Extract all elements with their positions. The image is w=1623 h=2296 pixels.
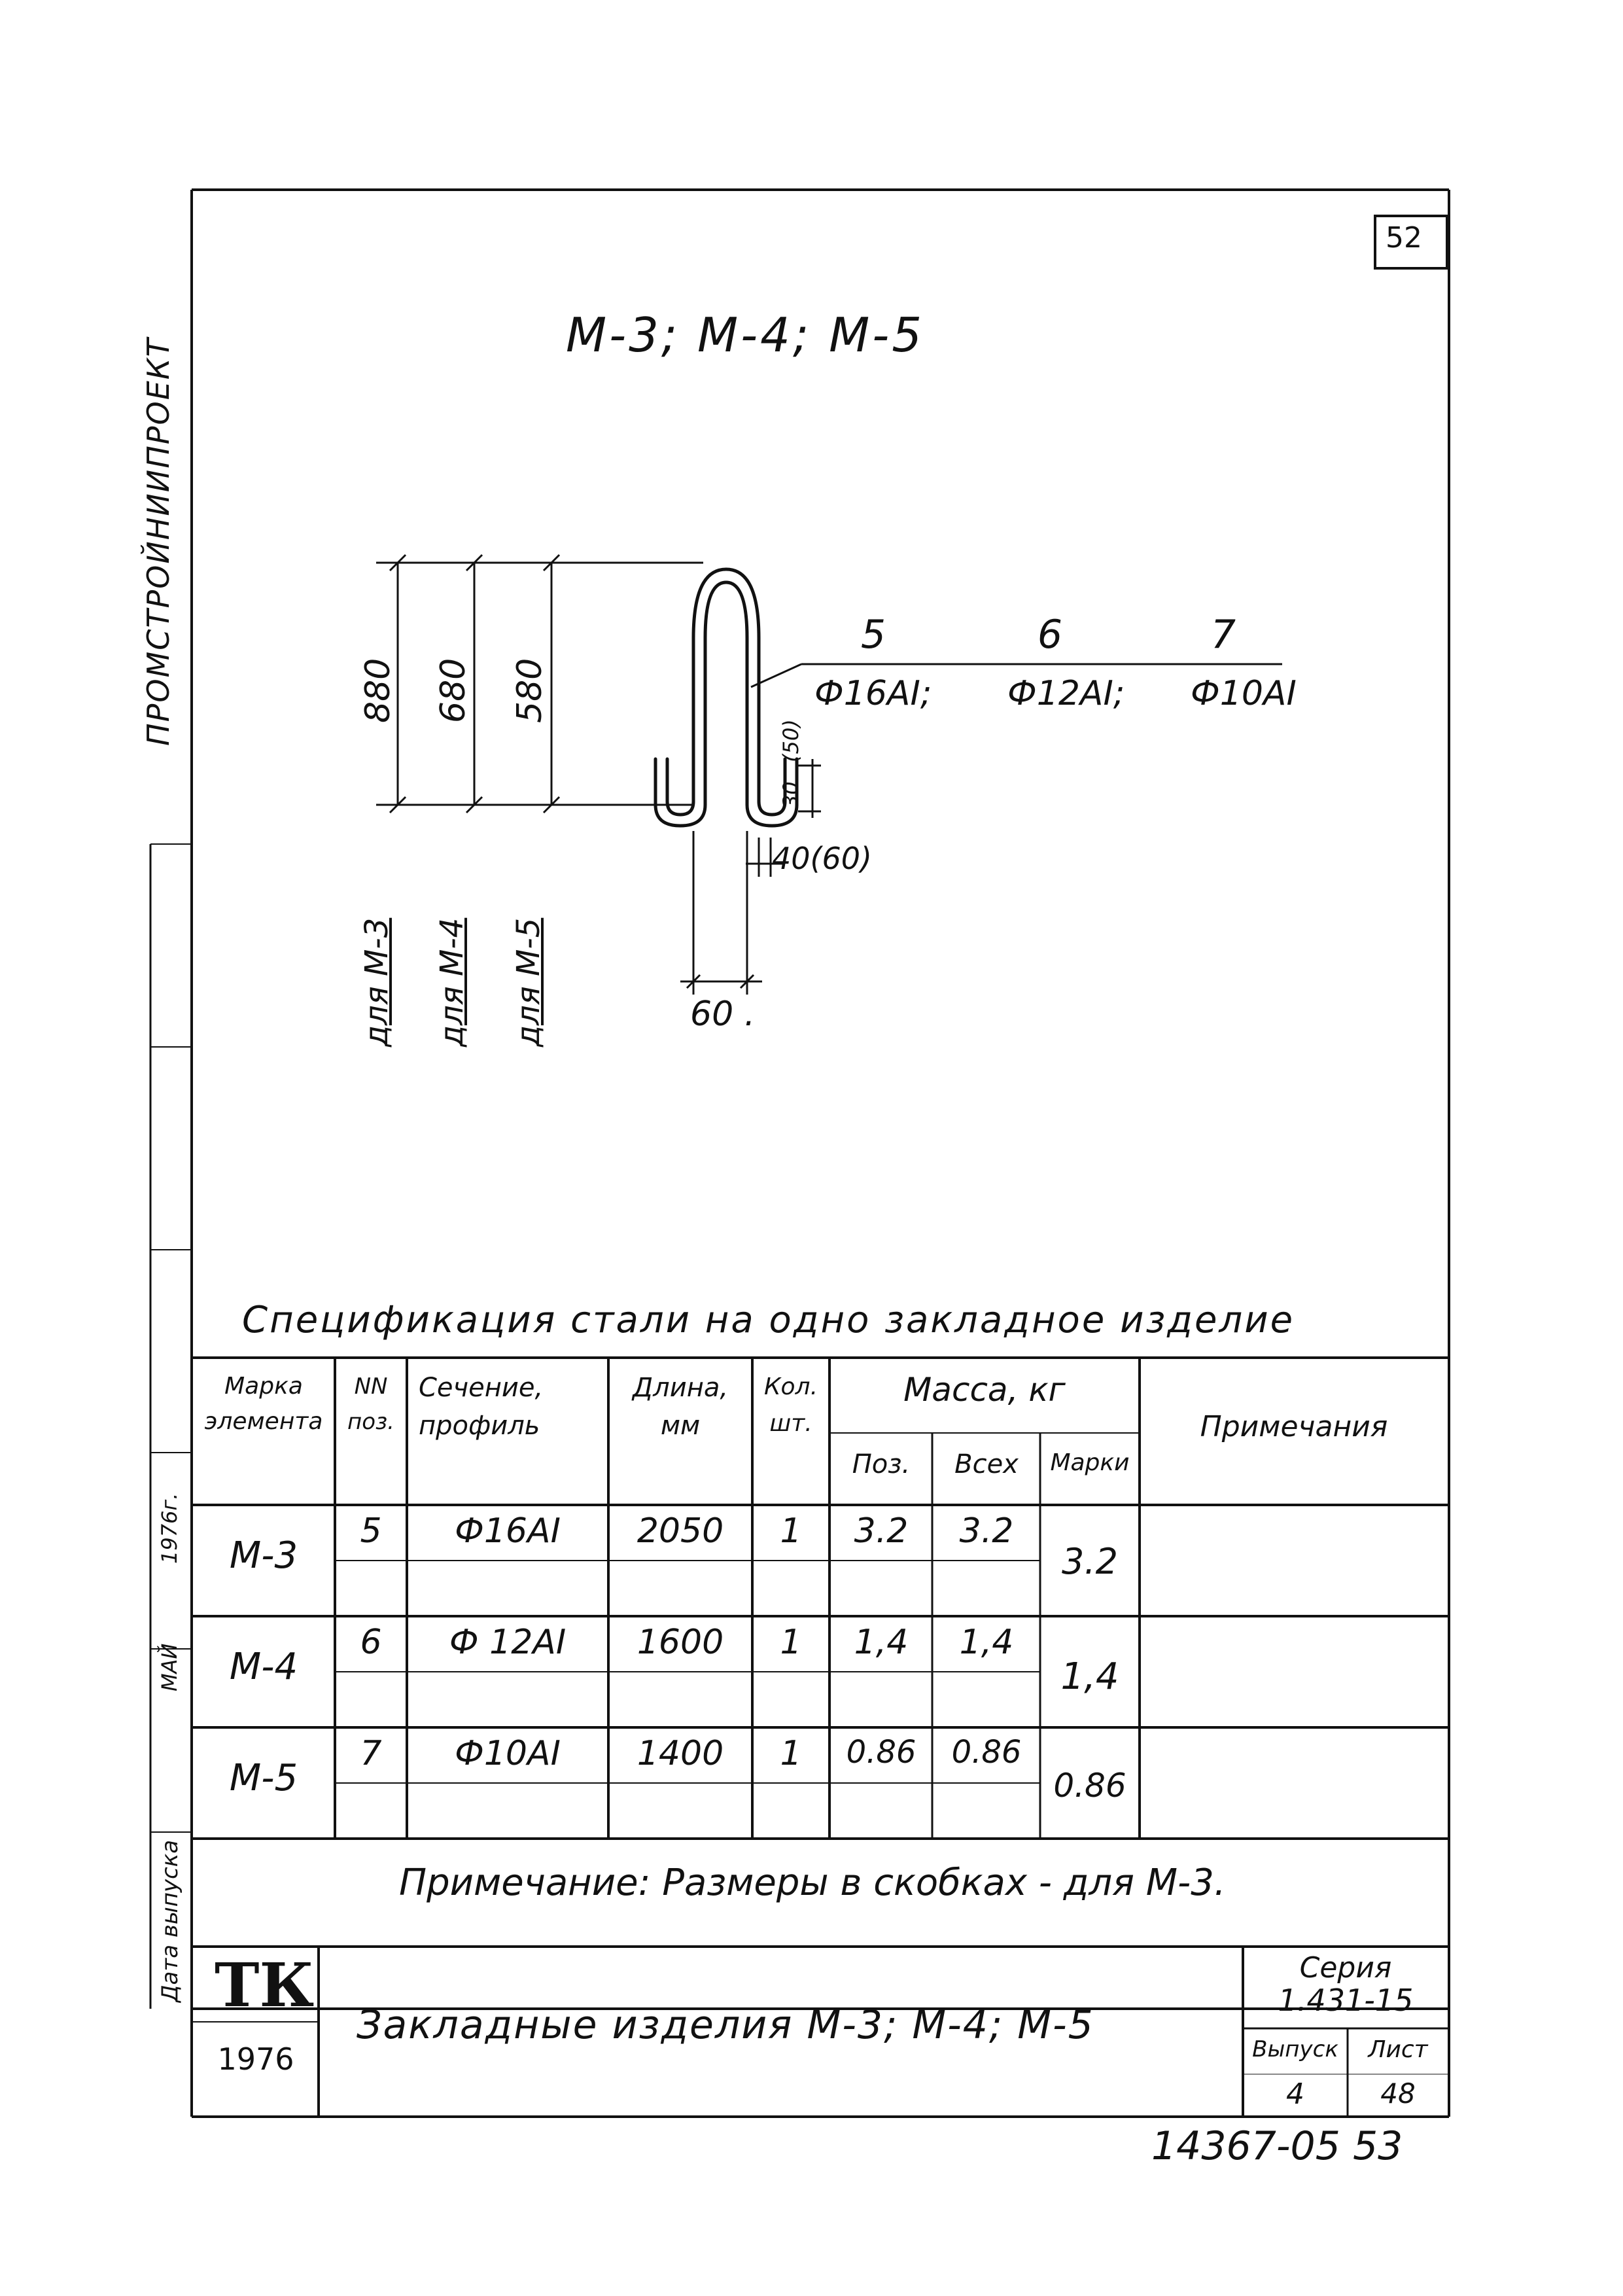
profile-5: Ф16АI; [814, 674, 932, 713]
header-notes: Примечания [1200, 1410, 1388, 1443]
dim-580: 580 [510, 658, 550, 723]
row-m3-mass-mark: 3.2 [1062, 1541, 1118, 1582]
header-mass: Масса, кг [903, 1371, 1066, 1409]
row-m3-mark: М-3 [229, 1534, 298, 1577]
for-m3-label: для М-3 [358, 917, 395, 1047]
series-label: Серия [1299, 1951, 1392, 1985]
issue-label: Выпуск [1252, 2036, 1338, 2062]
row-m3-section: Ф16АI [455, 1511, 561, 1551]
row-m5-pos: 7 [360, 1734, 382, 1773]
row-m5-mass-mark: 0.86 [1053, 1767, 1126, 1805]
page-number: 52 [1386, 221, 1422, 255]
header-mass-pos: Поз. [852, 1449, 911, 1479]
row-m4-pos: 6 [360, 1623, 382, 1662]
rebar-outline-inner [705, 582, 747, 782]
row-m4-mass-all: 1,4 [959, 1623, 1014, 1662]
tk-logo: ТК [215, 1950, 315, 2021]
header-mark: Марка элемента [204, 1373, 323, 1435]
dim-40-60: 40(60) [772, 841, 872, 876]
row-m3-mass-all: 3.2 [959, 1511, 1014, 1551]
dim-60: 60 . [690, 995, 756, 1034]
profile-6: Ф12АI; [1007, 674, 1125, 713]
row-m4-mass-mark: 1,4 [1060, 1655, 1119, 1698]
spec-note: Примечание: Размеры в скобках - для М-3. [399, 1862, 1226, 1904]
row-m5-section: Ф10АI [455, 1734, 561, 1773]
date-label: Дата выпуска [157, 1839, 183, 2002]
stamp-month: МАЙ [157, 1643, 182, 1691]
row-m5-length: 1400 [637, 1734, 724, 1773]
header-length: Длина, мм [632, 1373, 729, 1441]
org-stamp: ПРОМСТРОЙНИИПРОЕКТ [141, 337, 176, 746]
series-value: 1.431-15 [1278, 1983, 1414, 2018]
dim-880: 880 [358, 658, 398, 723]
row-m3-mass-pos: 3.2 [854, 1511, 909, 1551]
header-qty: Кол. шт. [763, 1373, 818, 1437]
header-pos: NN поз. [347, 1373, 394, 1435]
row-m5-mark: М-5 [229, 1757, 298, 1799]
position-6: 6 [1037, 612, 1063, 658]
row-m4-section: Ф 12АI [449, 1623, 567, 1662]
row-m3-pos: 5 [360, 1511, 382, 1551]
issue-value: 4 [1286, 2077, 1304, 2111]
dim-680: 680 [434, 658, 473, 723]
title-year: 1976 [217, 2041, 294, 2077]
sheet-label: Лист [1368, 2036, 1428, 2063]
row-m4-mark: М-4 [229, 1646, 298, 1688]
row-m5-qty: 1 [780, 1734, 802, 1773]
row-m3-length: 2050 [637, 1511, 724, 1551]
header-section: Сечение, профиль [419, 1373, 544, 1441]
row-m4-mass-pos: 1,4 [854, 1623, 909, 1662]
row-m5-mass-pos: 0.86 [846, 1734, 916, 1771]
bottom-code: 14367-05 53 [1151, 2123, 1403, 2169]
row-m5-mass-all: 0.86 [951, 1734, 1022, 1771]
sheet-value: 48 [1380, 2077, 1416, 2110]
title-name: Закладные изделия М-3; М-4; М-5 [357, 2002, 1094, 2048]
row-m4-length: 1600 [637, 1623, 724, 1662]
profile-7: Ф10АI [1191, 674, 1297, 713]
spec-title: Спецификация стали на одно закладное изделие [242, 1299, 1295, 1341]
position-7: 7 [1210, 612, 1236, 658]
rebar-outline-outer [693, 569, 759, 782]
for-m4-label: для М-4 [434, 917, 470, 1047]
dim-30: 30 [778, 781, 803, 808]
for-m5-label: для М-5 [510, 917, 547, 1047]
position-5: 5 [860, 612, 886, 658]
header-mass-mark: Марки [1050, 1449, 1130, 1476]
row-m4-qty: 1 [780, 1623, 802, 1662]
stamp-year: 1976г. [157, 1492, 182, 1564]
drawing-title: М-3; М-4; М-5 [566, 308, 925, 362]
dim-50: (50) [778, 719, 803, 762]
row-m3-qty: 1 [780, 1511, 802, 1551]
header-mass-all: Всех [954, 1449, 1019, 1479]
